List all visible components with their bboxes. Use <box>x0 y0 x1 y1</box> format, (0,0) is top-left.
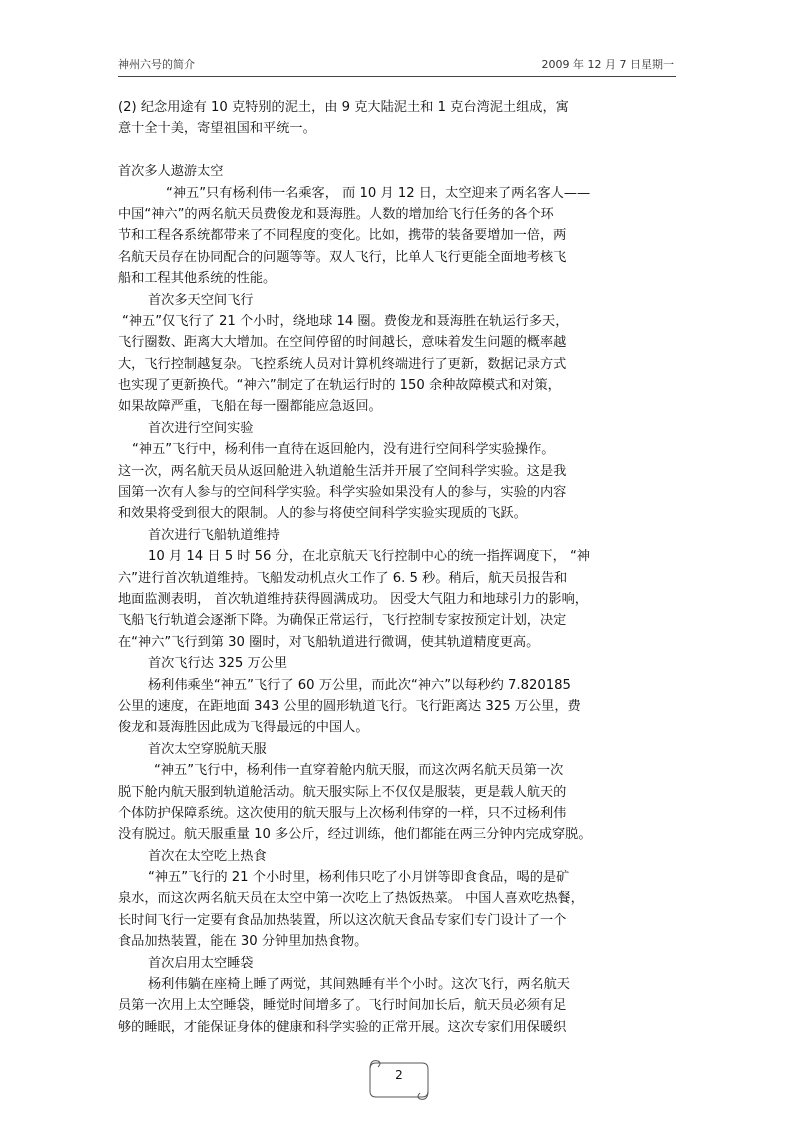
body-text <box>118 97 678 1038</box>
text-line: “神五”只有杨利伟一名乘客， 而 10 月 12 日，太空迎来了两名客人—— <box>166 185 591 201</box>
text-line: 杨利伟乘坐“神五”飞行了 60 万公里，而此次“神六”以每秒约 7.820185 <box>148 677 571 693</box>
text-line: 国第一次有人参与的空间科学实验。科学实验如果没有人的参与，实验的内容 <box>118 485 567 501</box>
text-line: 中国“神六”的两名航天员费俊龙和聂海胜。人数的增加给飞行任务的各个环 <box>118 206 554 222</box>
page-number: 2 <box>395 1068 403 1082</box>
text-line: 首次进行飞船轨道维持 <box>148 527 280 543</box>
text-line: “神五”飞行的 21 个小时里，杨利伟只吃了小月饼等即食食品，喝的是矿 <box>148 870 570 886</box>
text-line: 首次启用太空睡袋 <box>148 955 254 971</box>
text-line: 泉水，而这次两名航天员在太空中第一次吃上了热饭热菜。 中国人喜欢吃热餐， <box>118 891 584 907</box>
text-line: 公里的速度，在距地面 343 公里的圆形轨道飞行。飞行距离达 325 万公里，费 <box>118 698 581 714</box>
text-line: 够的睡眠，才能保证身体的健康和科学实验的正常开展。这次专家们用保暖织 <box>118 1019 567 1035</box>
header-title: 神州六号的简介 <box>118 58 195 71</box>
text-line: 飞行圈数、距离大大增加。在空间停留的时间越长，意味着发生问题的概率越 <box>118 335 567 351</box>
text-line: “神五”飞行中，杨利伟一直待在返回舱内，没有进行空间科学实验操作。 <box>132 442 555 458</box>
text-line: 和效果将受到很大的限制。人的参与将使空间科学实验实现质的飞跃。 <box>118 506 527 522</box>
text-line: 如果故障严重，飞船在每一圈都能应急返回。 <box>118 399 382 415</box>
text-line: “神五”飞行中，杨利伟一直穿着舱内航天服，而这次两名航天员第一次 <box>154 763 564 779</box>
text-line: 员第一次用上太空睡袋，睡觉时间增多了。飞行时间加长后，航天员必须有足 <box>118 998 567 1014</box>
text-line: 首次在太空吃上热食 <box>148 848 267 864</box>
text-line: 大，飞行控制越复杂。飞控系统人员对计算机终端进行了更新，数据记录方式 <box>118 356 567 372</box>
text-line: 首次多人遨游太空 <box>118 164 224 180</box>
text-line: 10 月 14 日 5 时 56 分，在北京航天飞行控制中心的统一指挥调度下， “神 <box>148 549 590 565</box>
text-line: “神五”仅飞行了 21 个小时，绕地球 14 圈。费俊龙和聂海胜在轨运行多天， <box>122 313 569 329</box>
text-line: 船和工程其他系统的性能。 <box>118 271 277 287</box>
text-line: 俊龙和聂海胜因此成为飞得最远的中国人。 <box>118 720 369 736</box>
text-line: 在“神六”飞行到第 30 圈时，对飞船轨道进行微调，使其轨道精度更高。 <box>118 634 540 650</box>
header-date: 2009 年 12 月 7 日星期一 <box>541 58 674 71</box>
text-line: 杨利伟躺在座椅上睡了两觉，其间熟睡有半个小时。这次飞行，两名航天 <box>148 977 570 993</box>
text-line: (2) 纪念用途有 10 克特别的泥土，由 9 克大陆泥土和 1 克台湾泥土组成，寓 <box>118 100 569 115</box>
text-line: 也实现了更新换代。“神六”制定了在轨运行时的 150 余种故障模式和对策， <box>118 378 561 394</box>
text-line: 节和工程各系统都带来了不同程度的变化。比如，携带的装备要增加一倍，两 <box>118 228 567 244</box>
text-line: 首次进行空间实验 <box>148 420 254 436</box>
text-line: 脱下舱内航天服到轨道舱活动。航天服实际上不仅仅是服装，更是载人航天的 <box>118 784 567 800</box>
text-line: 意十全十美，寄望祖国和平统一。 <box>118 121 316 137</box>
text-line: 首次太空穿脱航天服 <box>148 741 267 757</box>
header-rule <box>118 76 676 77</box>
page-header <box>118 56 676 76</box>
text-line <box>118 140 678 161</box>
text-line: 没有脱过。航天服重量 10 多公斤，经过训练，他们都能在两三分钟内完成穿脱。 <box>118 827 592 843</box>
text-line: 名航天员存在协同配合的问题等等。双人飞行，比单人飞行更能全面地考核飞 <box>118 249 567 265</box>
text-line: 首次多天空间飞行 <box>148 292 254 308</box>
text-line: 个体防护保障系统。这次使用的航天服与上次杨利伟穿的一样，只不过杨利伟 <box>118 805 567 821</box>
text-line: 这一次，两名航天员从返回舱进入轨道舱生活并开展了空间科学实验。这是我 <box>118 463 567 479</box>
text-line: 六”进行首次轨道维持。飞船发动机点火工作了 6. 5 秒。稍后，航天员报告和 <box>118 570 568 586</box>
text-line: 首次飞行达 325 万公里 <box>148 656 288 672</box>
text-line: 食品加热装置，能在 30 分钟里加热食物。 <box>118 934 368 950</box>
text-line: 地面监测表明， 首次轨道维持获得圆满成功。 因受大气阻力和地球引力的影响， <box>118 591 588 607</box>
text-line: 长时间飞行一定要有食品加热装置，所以这次航天食品专家们专门设计了一个 <box>118 912 567 928</box>
text-line: 飞船飞行轨道会逐渐下降。为确保正常运行，飞行控制专家按预定计划，决定 <box>118 613 567 629</box>
